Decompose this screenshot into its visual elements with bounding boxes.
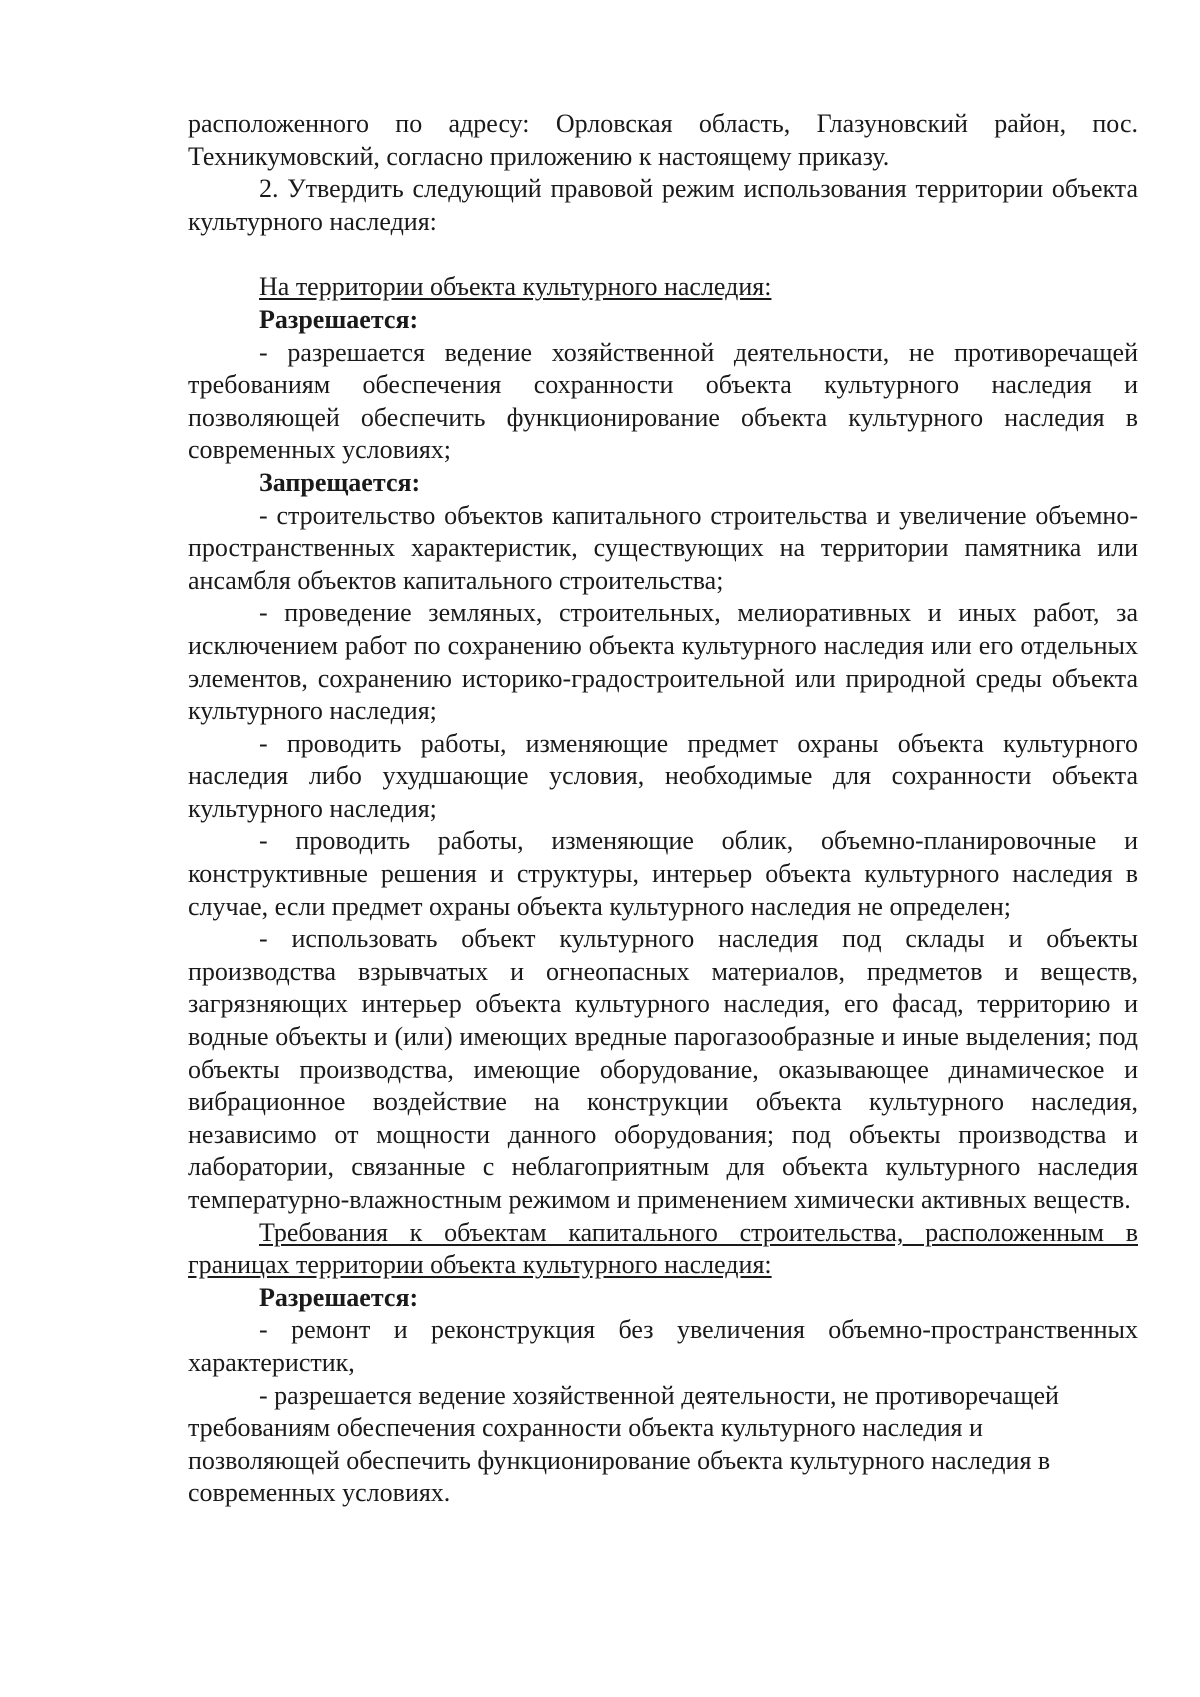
- territory-heading: [188, 271, 1138, 304]
- allowed-label-2: Разрешается:: [259, 1282, 419, 1312]
- forbidden-item: - проводить работы, изменяющие облик, объемно-планировочные и конструктивные решения и структуры, интерьер объекта культурного наследия в случае, если предмет охраны объекта культурного наследия не определен;: [188, 826, 1138, 921]
- paragraph-item-2: 2. Утвердить следующий правовой режим использования территории объекта культурного наследия:: [188, 174, 1138, 236]
- document-page: [188, 108, 1138, 1510]
- paragraph-address: расположенного по адресу: Орловская область, Глазуновский район, пос. Техникумовский, согласно приложению к настоящему приказу.: [188, 109, 1138, 171]
- allowed-item: - разрешается ведение хозяйственной деятельности, не противоречащей требованиям обеспечения сохранности объекта культурного наследия и позволяющей обеспечить функционирование объекта культурного наследия в современных условиях;: [188, 337, 1138, 465]
- allowed-item-2: - разрешается ведение хозяйственной деятельности, не противоречащей требованиям обеспечения сохранности объекта культурного наследия и позволяющей обеспечить функционирование объекта культурного наследия в современных условиях.: [188, 1380, 1059, 1508]
- forbidden-item: - проводить работы, изменяющие предмет охраны объекта культурного наследия либо ухудшающие условия, необходимые для сохранности объекта культурного наследия;: [188, 728, 1138, 823]
- forbidden-item: - проведение земляных, строительных, мелиоративных и иных работ, за исключением работ по сохранению объекта культурного наследия или его отдельных элементов, сохранению историко-градостроительной или природной среды объекта культурного наследия;: [188, 598, 1138, 726]
- forbidden-item: - строительство объектов капитального строительства и увеличение объемно-пространственных характеристик, существующих на территории памятника или ансамбля объектов капитального строительства;: [188, 500, 1138, 595]
- requirements-heading-text: Требования к объектам капитального строительства, расположенным в границах территории объекта культурного наследия:: [188, 1217, 1138, 1280]
- requirements-heading: [188, 1217, 1138, 1282]
- allowed-label: Разрешается:: [259, 304, 419, 334]
- forbidden-label: Запрещается:: [259, 467, 421, 497]
- allowed-item-2: - ремонт и реконструкция без увеличения объемно-пространственных характеристик,: [188, 1315, 1138, 1377]
- forbidden-item: - использовать объект культурного наследия под склады и объекты производства взрывчатых и огнеопасных материалов, предметов и веществ, загрязняющих интерьер объекта культурного наследия, его фасад, территорию и водные объекты и (или) имеющих вредные парогазообразные и иные выделения; под объекты производства, имеющие оборудование, оказывающее динамическое и вибрационное воздействие на конструкции объекта культурного наследия, независимо от мощности данного оборудования; под объекты производства и лаборатории, связанные с неблагоприятным для объекта культурного наследия температурно-влажностным режимом и применением химически активных веществ.: [188, 924, 1138, 1214]
- territory-heading-text: На территории объекта культурного наследия:: [259, 272, 772, 302]
